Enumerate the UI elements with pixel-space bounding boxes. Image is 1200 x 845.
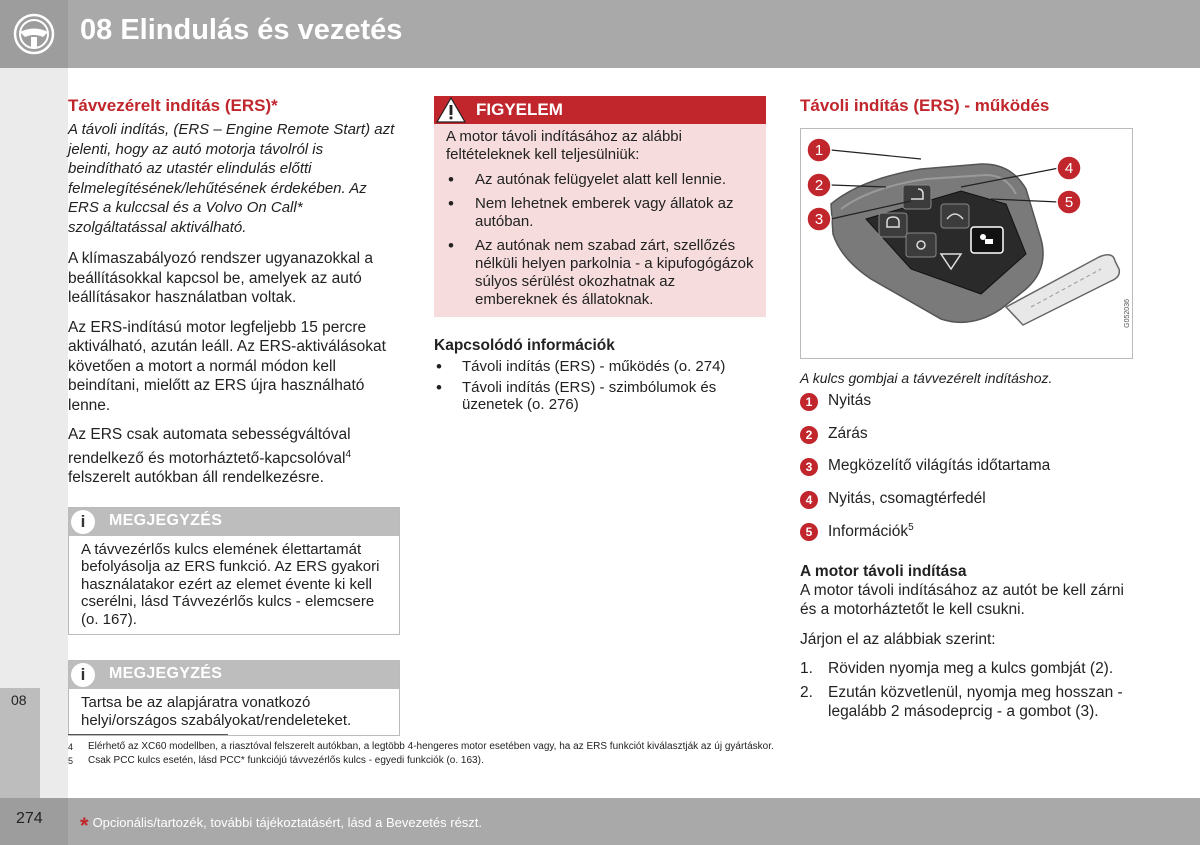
warning-header xyxy=(434,96,766,124)
footnote-ref[interactable]: 4 xyxy=(345,448,351,460)
legend-text: Nyitás xyxy=(828,392,872,409)
callout-label: 5 xyxy=(1064,194,1074,211)
chapter-icon-area xyxy=(0,0,68,68)
related-heading: Kapcsolódó információk xyxy=(434,337,615,354)
footnote-divider xyxy=(68,734,228,735)
callout-3 xyxy=(807,207,831,231)
note-title: MEGJEGYZÉS xyxy=(109,511,223,529)
footer-note xyxy=(80,813,482,839)
key-fob-illustration xyxy=(801,129,1132,358)
legend-number: 1 xyxy=(800,393,818,411)
note-box xyxy=(68,507,400,636)
page-number-area xyxy=(0,798,68,845)
step-item xyxy=(800,659,1132,679)
legend-item xyxy=(800,425,1132,458)
warning-title: FIGYELEM xyxy=(476,100,563,119)
section-heading: Távoli indítás (ERS) - működés xyxy=(800,96,1050,115)
figure-code: G052036 xyxy=(1124,299,1131,328)
legend-number: 4 xyxy=(800,491,818,509)
legend-item xyxy=(800,392,1132,425)
legend-text: Nyitás, csomagtérfedél xyxy=(828,489,986,507)
chapter-header xyxy=(0,0,1200,68)
footnote-text: Csak PCC kulcs esetén, lásd PCC* funkciójú távvezérlős kulcs - egyedi funkciók (o. 163). xyxy=(88,755,484,766)
legend-number: 5 xyxy=(800,523,818,541)
legend-number: 2 xyxy=(800,426,818,444)
paragraph: A motor távoli indításához az autót be kell zárni és a motorháztetőt le kell csukni. xyxy=(800,581,1124,618)
footnote xyxy=(68,740,1128,754)
legend-item xyxy=(800,522,1132,555)
callout-4 xyxy=(1057,156,1081,180)
legend-item xyxy=(800,457,1132,490)
page-number: 274 xyxy=(16,810,43,827)
list-item: • Nem lehetnek emberek vagy állatok az autóban. xyxy=(448,195,754,231)
paragraph: A klímaszabályozó rendszer ugyanazokkal a beállításokkal kapcsol be, amelyek az autó leállításakor használatban voltak. xyxy=(68,250,373,306)
warning-box xyxy=(434,96,766,317)
footer-note-text: Opcionális/tartozék, további tájékoztatásért, lásd a Bevezetés részt. xyxy=(92,815,483,830)
legend-item xyxy=(800,490,1132,523)
chapter-tab-label: 08 xyxy=(11,692,27,708)
callout-2 xyxy=(807,173,831,197)
legend-text-container xyxy=(828,522,914,541)
legend-number: 3 xyxy=(800,458,818,476)
warning-list xyxy=(434,171,766,309)
info-icon: i xyxy=(71,510,95,534)
steps-list xyxy=(800,659,1132,722)
legend-text: Információk xyxy=(828,523,909,541)
figure-caption: A kulcs gombjai a távvezérelt indításhoz. xyxy=(800,370,1053,386)
info-icon: i xyxy=(71,663,95,687)
list-item: • Az autónak felügyelet alatt kell lennie. xyxy=(448,171,754,189)
step-text: Röviden nyomja meg a kulcs gombját (2). xyxy=(828,660,1114,677)
note-header xyxy=(69,661,399,689)
related-info xyxy=(434,337,766,414)
paragraph-text: felszerelt autókban áll rendelkezésre. xyxy=(68,469,324,487)
warning-triangle-icon xyxy=(436,97,466,123)
note-title: MEGJEGYZÉS xyxy=(109,665,223,683)
callout-label: 1 xyxy=(814,142,824,159)
related-link[interactable]: • Távoli indítás (ERS) - szimbólumok és üzenetek (o. 276) xyxy=(434,379,766,414)
section-heading: Távvezérelt indítás (ERS)* xyxy=(68,96,278,115)
footnote-number: 5 xyxy=(68,756,74,766)
callout-1 xyxy=(807,138,831,162)
related-link[interactable]: • Távoli indítás (ERS) - működés (o. 274) xyxy=(434,358,766,376)
intro-text: A távoli indítás, (ERS – Engine Remote Start) azt jelenti, hogy az autó motorja távolról is beindítható az utastér elindulás előtti felmelegítésének/lehűtésének érdekében. Az ERS a kulccsal és a Volvo On Call* szolgáltatással aktiválható. xyxy=(68,121,395,236)
related-list xyxy=(434,358,766,414)
footnote-number: 4 xyxy=(68,742,74,752)
legend-text: Megközelítő világítás időtartama xyxy=(828,457,1051,474)
callout-label: 2 xyxy=(814,177,824,194)
callout-label: 4 xyxy=(1064,160,1074,177)
key-fob-figure xyxy=(800,128,1133,359)
column-middle xyxy=(434,96,766,414)
list-item: • Az autónak nem szabad zárt, szellőzés nélküli helyen parkolnia - a kipufogógázok súlyos sérülést okozhatnak az embereknek és állatoknak. xyxy=(448,237,754,309)
note-text: A távvezérlős kulcs elemének élettartamát befolyásolja az ERS funkció. Az ERS gyakori használatakor ezért az elemet évente ki kell cserélni, lásd Távvezérlős kulcs - elemcsere (o. 167). xyxy=(81,540,380,628)
note-box xyxy=(68,660,400,736)
legend-text: Zárás xyxy=(828,424,868,442)
paragraph: Az ERS-indítású motor legfeljebb 15 percre aktiválható, azután leáll. Az ERS-aktiválásokat követően a motort a normál módon kell beindítani, mielőtt az ERS újra használható lenne. xyxy=(68,318,386,414)
legend xyxy=(800,392,1132,555)
step-number: 1. xyxy=(800,660,813,677)
footnote-ref[interactable]: 5 xyxy=(908,522,914,533)
note-header xyxy=(69,508,399,536)
footnote xyxy=(68,754,1128,768)
chapter-title: 08 Elindulás és vezetés xyxy=(80,14,403,46)
note-text: Tartsa be az alapjáratra vonatkozó helyi/országos szabályokat/rendeleteket. xyxy=(81,694,352,729)
callout-5 xyxy=(1057,190,1081,214)
subheading: A motor távoli indítása xyxy=(800,562,967,580)
callout-label: 3 xyxy=(814,211,824,228)
footnotes xyxy=(68,734,1128,768)
warning-lead: A motor távoli indításához az alábbi feltételeknek kell teljesülniük: xyxy=(446,128,682,163)
step-item xyxy=(800,683,1132,722)
step-number: 2. xyxy=(800,683,813,701)
optional-star: * xyxy=(80,813,89,838)
paragraph-text: Az ERS csak automata sebességváltóval rendelkező és motorháztető-kapcsolóval xyxy=(68,426,351,467)
column-right xyxy=(800,96,1132,726)
paragraph xyxy=(68,425,400,488)
step-text: Ezután közvetlenül, nyomja meg hosszan - legalább 2 másodeprcig - a gombot (3). xyxy=(828,683,1123,720)
footnote-text: Elérhető az XC60 modellben, a riasztóval felszerelt autókban, a legtöbb 4-hengeres motor esetében vagy, ha az ERS funkciót kiválasztják az új gyártáskor. xyxy=(88,741,774,752)
page-footer xyxy=(0,798,1200,845)
column-left xyxy=(68,96,400,736)
steering-wheel-icon xyxy=(13,13,55,55)
paragraph: Járjon el az alábbiak szerint: xyxy=(800,630,996,648)
chapter-tab[interactable] xyxy=(0,688,40,798)
